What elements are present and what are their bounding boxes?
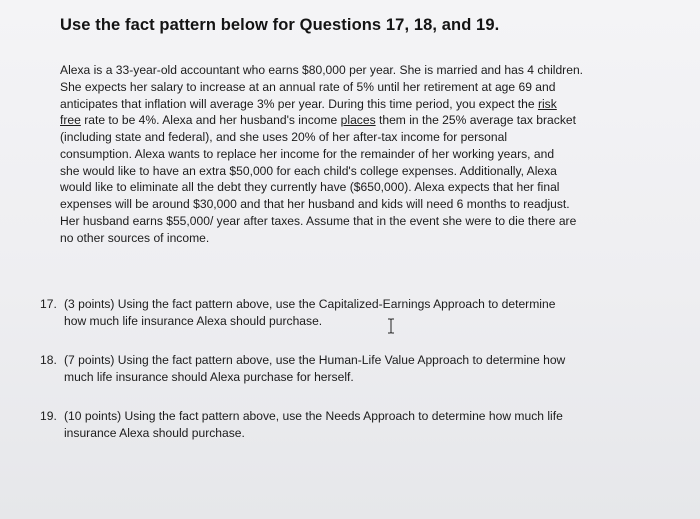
question-18 [40, 352, 620, 385]
fact-text: anticipates that inflation will average 3% per year. During this time period, you expect the [60, 96, 538, 111]
question-19 [40, 408, 620, 441]
fact-line: she would like to have an extra $50,000 for each child's college expenses. Additionally, Alexa [60, 163, 557, 178]
underlined-word: places [340, 113, 376, 128]
underlined-word: risk [537, 96, 557, 111]
fact-line: expenses will be around $30,000 and that her husband and kids will need 6 months to readjust. [60, 197, 570, 211]
question-line [40, 296, 620, 313]
question-line: much life insurance should Alexa purchase for herself. [64, 369, 354, 384]
fact-line: consumption. Alexa wants to replace her income for the remainder of her working years, and [60, 146, 555, 161]
fact-line: Her husband earns $55,000/ year after taxes. Assume that in the event she were to die there are [60, 213, 577, 228]
fact-line [60, 96, 620, 113]
fact-line: would like to eliminate all the debt they currently have ($650,000). Alexa expects that her final [60, 180, 560, 195]
question-number: 17. [40, 297, 57, 311]
question-text: (7 points) Using the fact pattern above, use the Human-Life Value Approach to determine how [64, 353, 566, 367]
question-line: how much life insurance Alexa should purchase. [64, 313, 323, 328]
fact-line: Alexa is a 33-year-old accountant who earns $80,000 per year. She is married and has 4 children. [60, 63, 584, 77]
section-heading: Use the fact pattern below for Questions 17, 18, and 19. [60, 16, 500, 34]
fact-line: (including state and federal), and she uses 20% of her after-tax income for personal [60, 130, 508, 144]
fact-text: rate to be 4%. Alexa and her husband's income [80, 113, 341, 128]
question-text: (3 points) Using the fact pattern above, use the Capitalized-Earnings Approach to determine [64, 297, 556, 311]
question-line: insurance Alexa should purchase. [64, 425, 245, 440]
underlined-word: free [60, 113, 81, 128]
fact-line [60, 112, 620, 129]
question-number: 19. [40, 409, 57, 423]
fact-line: no other sources of income. [60, 230, 210, 245]
fact-text: them in the 25% average tax bracket [375, 113, 576, 128]
fact-line: She expects her salary to increase at an annual rate of 5% until her retirement at age 69 and [60, 79, 556, 94]
question-17 [40, 296, 620, 329]
question-number: 18. [40, 353, 57, 367]
question-line [40, 408, 620, 425]
text-cursor-icon [386, 318, 396, 334]
question-line [40, 352, 620, 369]
question-text: (10 points) Using the fact pattern above, use the Needs Approach to determine how much life [64, 409, 563, 423]
fact-pattern-paragraph [60, 62, 620, 246]
